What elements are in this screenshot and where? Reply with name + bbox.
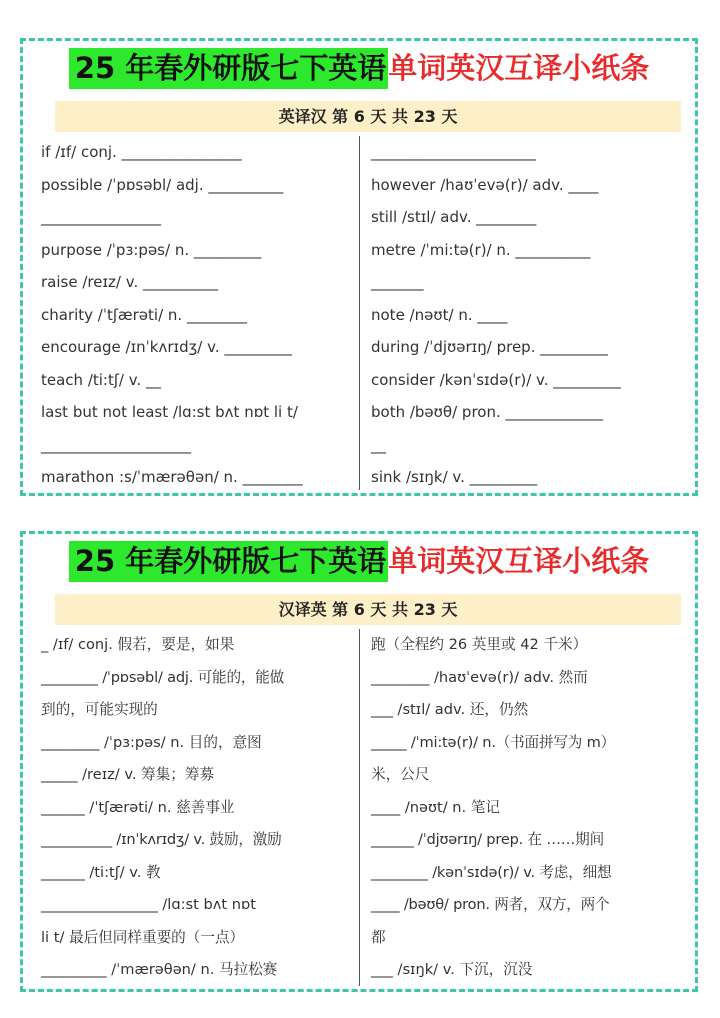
vocab-line: marathon :s/ˈmærəθən/ n. ________ bbox=[41, 468, 303, 486]
vocab-line: 米，公尺 bbox=[371, 766, 430, 783]
vocab-line: ________________ bbox=[41, 208, 161, 226]
right-column bbox=[371, 629, 679, 987]
vocab-card-en-to-zh bbox=[20, 38, 698, 496]
vocab-line: ________ /haʊˈevə(r)/ adv. 然而 bbox=[371, 668, 588, 686]
vocab-line: ________ /ˈpɜ:pəs/ n. 目的，意图 bbox=[41, 733, 262, 751]
vocab-line: still /stɪl/ adv. ________ bbox=[371, 208, 537, 226]
title-part2: 单词英汉互译小纸条 bbox=[388, 51, 650, 85]
vocab-line: if /ɪf/ conj. ________________ bbox=[41, 143, 242, 161]
vocab-line: __ bbox=[371, 435, 386, 454]
vocab-line: _____ /reɪz/ v. 筹集；筹募 bbox=[41, 766, 215, 783]
vocab-line: possible /ˈpɒsəbl/ adj. __________ bbox=[41, 175, 284, 194]
vocab-line: purpose /ˈpɜ:pəs/ n. _________ bbox=[41, 240, 262, 259]
vocab-line: ____ /nəʊt/ n. 笔记 bbox=[371, 798, 500, 816]
card-title bbox=[23, 46, 695, 98]
vocab-line: ________________ /lɑ:st bʌt nɒt bbox=[41, 896, 257, 913]
left-column bbox=[41, 629, 345, 987]
vocab-line: ___ /sɪŋk/ v. 下沉，沉没 bbox=[371, 961, 533, 978]
vocab-line: sink /sɪŋk/ v. _________ bbox=[371, 468, 538, 486]
vocab-line: _______ bbox=[371, 273, 424, 291]
vocab-line: however /haʊˈevə(r)/ adv. ____ bbox=[371, 175, 599, 194]
vocab-line: 到的，可能实现的 bbox=[41, 701, 158, 718]
vocab-line: ________ /ˈpɒsəbl/ adj. 可能的，能做 bbox=[41, 668, 285, 686]
vocab-line: both /bəʊθ/ pron. _____________ bbox=[371, 403, 604, 421]
vocab-line: li t/ 最后但同样重要的（一点） bbox=[41, 928, 245, 946]
vocab-line: ______ /ti:tʃ/ v. 教 bbox=[41, 863, 161, 881]
vocab-card-zh-to-en bbox=[20, 531, 698, 992]
left-column bbox=[41, 136, 345, 494]
column-divider bbox=[359, 629, 360, 986]
vocab-line: metre /ˈmi:tə(r)/ n. __________ bbox=[371, 240, 591, 259]
day-banner: 汉译英 第 6 天 共 23 天 bbox=[55, 594, 681, 625]
vocab-line: charity /ˈtʃærəti/ n. ________ bbox=[41, 305, 247, 324]
vocab-line: 跑（全程约 26 英里或 42 千米） bbox=[371, 636, 588, 653]
vocab-line: ______ /ˈdjʊərɪŋ/ prep. 在 ……期间 bbox=[371, 831, 604, 848]
vocab-line: _ /ɪf/ conj. 假若，要是，如果 bbox=[41, 636, 235, 653]
vocab-line: ____________________ bbox=[41, 435, 191, 454]
vocab-line: last but not least /lɑ:st bʌt nɒt li t/ bbox=[41, 403, 298, 421]
vocab-line: encourage /ɪnˈkʌrɪdʒ/ v. _________ bbox=[41, 338, 292, 356]
title-part1: 25 年春外研版七下英语 bbox=[69, 48, 388, 89]
vocab-line: ____ /bəʊθ/ pron. 两者，双方，两个 bbox=[371, 896, 610, 913]
title-part2: 单词英汉互译小纸条 bbox=[388, 544, 650, 578]
vocab-line: _____ /ˈmi:tə(r)/ n.（书面拼写为 m） bbox=[371, 733, 615, 751]
day-banner: 英译汉 第 6 天 共 23 天 bbox=[55, 101, 681, 132]
column-divider bbox=[359, 136, 360, 490]
vocab-line: __________ /ɪnˈkʌrɪdʒ/ v. 鼓励，激励 bbox=[41, 831, 282, 848]
vocab-line: 都 bbox=[371, 928, 386, 946]
vocab-line: consider /kənˈsɪdə(r)/ v. _________ bbox=[371, 370, 621, 389]
vocab-line: ________ /kənˈsɪdə(r)/ v. 考虑，细想 bbox=[371, 863, 612, 881]
card-title bbox=[23, 539, 695, 591]
vocab-line: _________ /ˈmærəθən/ n. 马拉松赛 bbox=[41, 961, 278, 978]
vocab-line: note /nəʊt/ n. ____ bbox=[371, 305, 508, 324]
vocab-line: ___ /stɪl/ adv. 还，仍然 bbox=[371, 701, 529, 718]
vocab-line: raise /reɪz/ v. __________ bbox=[41, 273, 218, 291]
right-column bbox=[371, 136, 679, 494]
title-part1: 25 年春外研版七下英语 bbox=[69, 541, 388, 582]
vocab-line: teach /ti:tʃ/ v. __ bbox=[41, 370, 161, 389]
vocab-line: ______ /ˈtʃærəti/ n. 慈善事业 bbox=[41, 798, 235, 816]
vocab-line: during /ˈdjʊərɪŋ/ prep. _________ bbox=[371, 338, 608, 356]
vocab-line: ______________________ bbox=[371, 143, 536, 161]
